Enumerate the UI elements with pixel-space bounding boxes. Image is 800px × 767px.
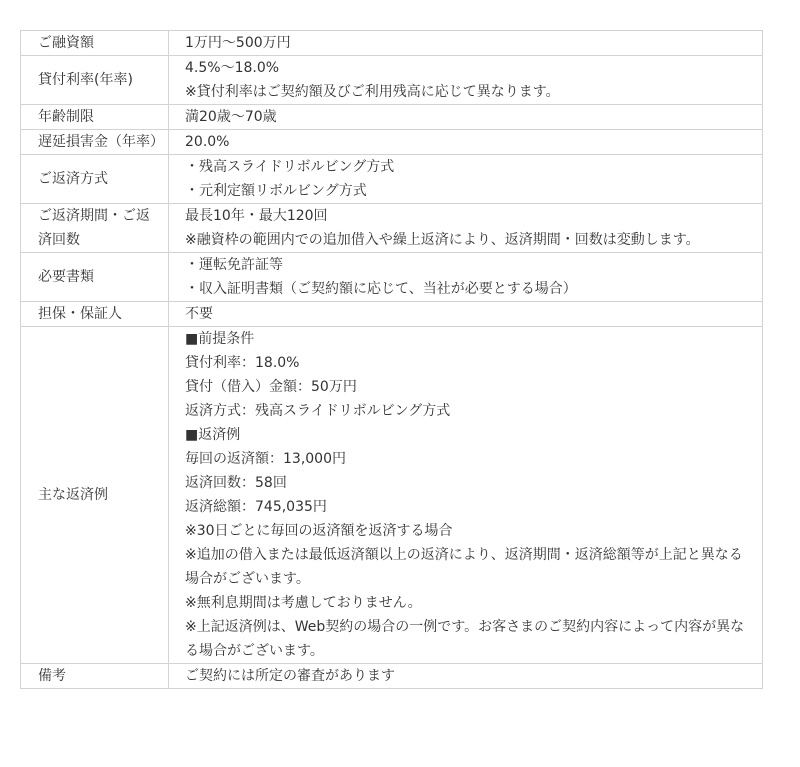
spec-value-line: ■前提条件: [185, 331, 255, 347]
spec-label: 担保・保証人: [21, 302, 169, 327]
spec-row-loan-amount: [21, 31, 763, 56]
spec-value: [169, 105, 763, 130]
spec-label: 必要書類: [21, 253, 169, 302]
spec-value-line: ■返済例: [185, 427, 241, 443]
spec-row-late-fee: [21, 130, 763, 155]
spec-value-line: 不要: [185, 306, 213, 322]
spec-value-line: ・元利定額リボルビング方式: [185, 183, 367, 199]
spec-label: 貸付利率(年率): [21, 56, 169, 105]
spec-value-line: ※上記返済例は、Web契約の場合の一例です。お客さまのご契約内容によって内容が異なる場合がございます。: [185, 619, 745, 659]
spec-value-line: 1万円〜500万円: [185, 35, 291, 51]
spec-row-remarks: [21, 664, 763, 689]
spec-value-line: 返済方式：残高スライドリボルビング方式: [185, 403, 451, 419]
spec-row-repayment-method: [21, 155, 763, 204]
spec-value-line: 満20歳〜70歳: [185, 109, 277, 125]
spec-label: 年齢制限: [21, 105, 169, 130]
spec-row-repayment-period: [21, 204, 763, 253]
spec-row-age-limit: [21, 105, 763, 130]
spec-value-line: 毎回の返済額：13,000円: [185, 451, 346, 467]
spec-value-line: 返済回数：58回: [185, 475, 287, 491]
spec-value: [169, 130, 763, 155]
spec-value: [169, 664, 763, 689]
spec-value: [169, 302, 763, 327]
spec-label: 主な返済例: [21, 327, 169, 664]
spec-value-line: 20.0%: [185, 134, 230, 150]
spec-value: [169, 253, 763, 302]
spec-label: ご返済方式: [21, 155, 169, 204]
spec-row-collateral: [21, 302, 763, 327]
spec-value-line: ・残高スライドリボルビング方式: [185, 159, 395, 175]
spec-value-line: ※無利息期間は考慮しておりません。: [185, 595, 422, 611]
spec-value-line: 貸付（借入）金額：50万円: [185, 379, 357, 395]
spec-value: [169, 204, 763, 253]
spec-value-line: 返済総額：745,035円: [185, 499, 327, 515]
spec-row-interest-rate: [21, 56, 763, 105]
spec-value: [169, 155, 763, 204]
loan-spec-container: [20, 30, 762, 689]
loan-spec-table: [20, 30, 763, 689]
spec-row-repayment-example: [21, 327, 763, 664]
spec-value: [169, 31, 763, 56]
spec-row-required-documents: [21, 253, 763, 302]
loan-spec-body: [21, 31, 763, 689]
spec-label: 遅延損害金（年率）: [21, 130, 169, 155]
spec-label: ご融資額: [21, 31, 169, 56]
spec-label: ご返済期間・ご返済回数: [21, 204, 169, 253]
spec-value-line: ※30日ごとに毎回の返済額を返済する場合: [185, 523, 453, 539]
spec-value-line: ※貸付利率はご契約額及びご利用残高に応じて異なります。: [185, 84, 560, 100]
spec-value: [169, 56, 763, 105]
spec-value-line: ※融資枠の範囲内での追加借入や繰上返済により、返済期間・回数は変動します。: [185, 232, 700, 248]
spec-value-line: 貸付利率：18.0%: [185, 355, 300, 371]
spec-value: [169, 327, 763, 664]
spec-value-line: 最長10年・最大120回: [185, 208, 328, 224]
spec-label: 備考: [21, 664, 169, 689]
spec-value-line: ご契約には所定の審査があります: [185, 668, 395, 684]
spec-value-line: 4.5%〜18.0%: [185, 60, 280, 76]
spec-value-line: ・収入証明書類（ご契約額に応じて、当社が必要とする場合）: [185, 281, 577, 297]
spec-value-line: ※追加の借入または最低返済額以上の返済により、返済期間・返済総額等が上記と異なる場合がございます。: [185, 547, 743, 587]
spec-value-line: ・運転免許証等: [185, 257, 283, 273]
